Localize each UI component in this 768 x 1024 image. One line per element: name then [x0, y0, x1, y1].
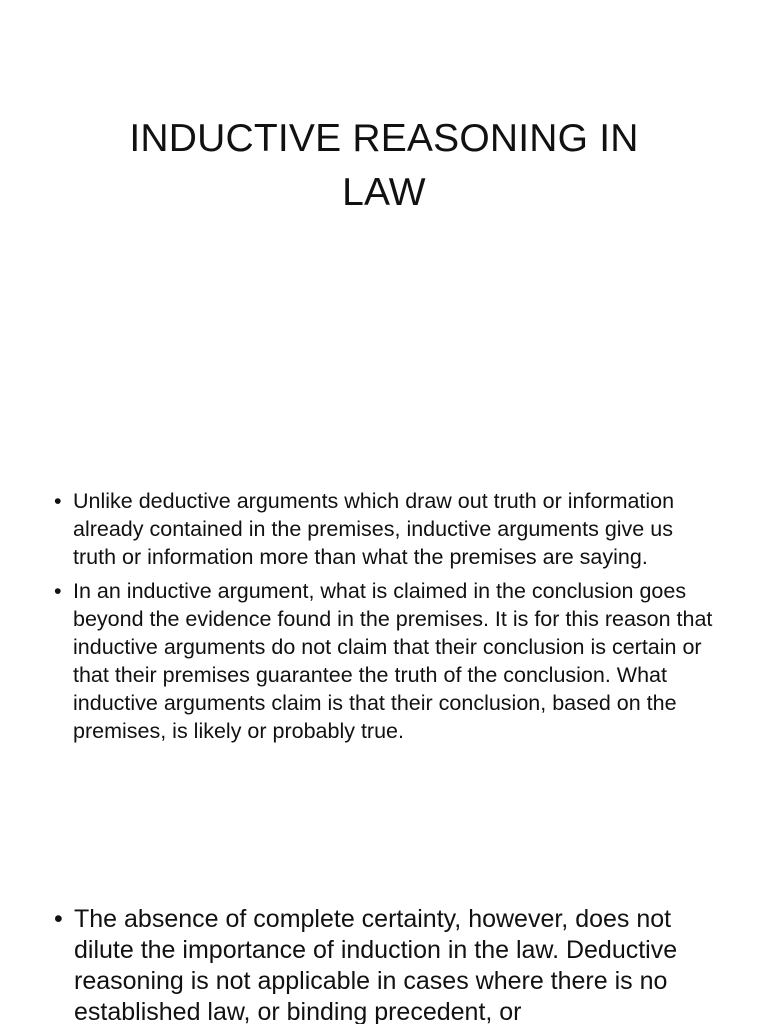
bullet-text: The absence of complete certainty, however, does not dilute the importance of induction in the law. Deductive reasoning is not applicable in cases where there is no established law, or binding precedent, or: [74, 905, 678, 1024]
bullet-list-secondary: [54, 904, 718, 1024]
bullet-marker: •: [54, 905, 63, 933]
bullet-item: [54, 487, 718, 571]
bullet-item: [54, 577, 718, 745]
bullet-text: Unlike deductive arguments which draw out truth or information already contained in the premises, inductive arguments give us truth or information more than what the premises are saying.: [73, 489, 675, 569]
bullet-marker: •: [54, 489, 62, 513]
bullet-text: In an inductive argument, what is claimed in the conclusion goes beyond the evidence found in the premises. It is for this reason that inductive arguments do not claim that their conclusion is certain or that their premises guarantee the truth of the conclusion. What inductive arguments claim is that their conclusion, based on the premises, is likely or probably true.: [73, 579, 713, 743]
bullet-item: [54, 904, 718, 1024]
slide-title: INDUCTIVE REASONING IN LAW: [129, 117, 639, 214]
bullet-list-primary: [54, 487, 718, 751]
bullet-marker: •: [54, 579, 62, 603]
